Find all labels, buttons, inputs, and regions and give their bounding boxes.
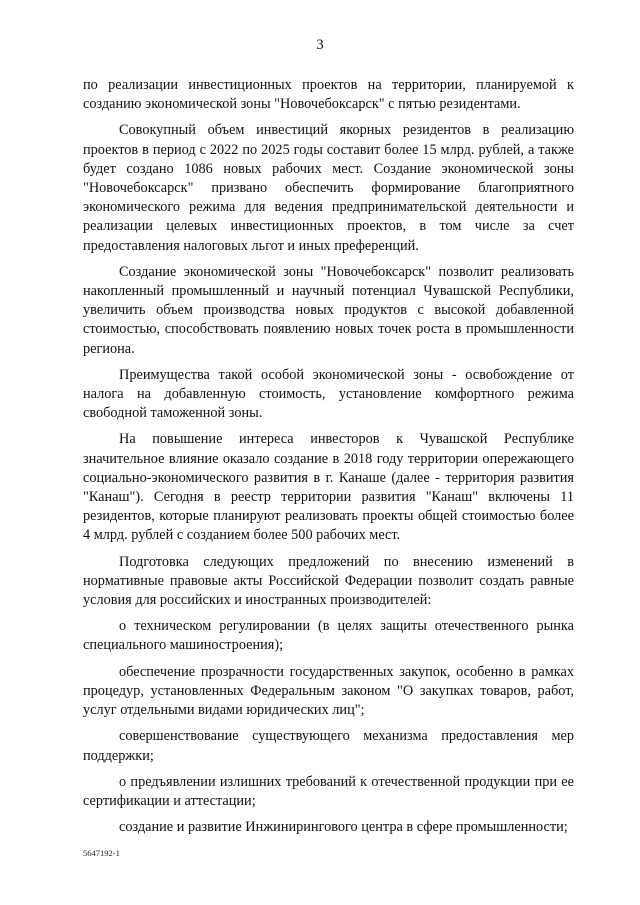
paragraph-kanash-territory: На повышение интереса инвесторов к Чувашской Республике значительное влияние оказало создание в 2018 году территории опережающего социально-экономического развития в г. Канаше (далее - территория развития "Канаш"). Сегодня в реестр территории развития "Канаш" включены 11 резидентов, которые планируют реализовать проекты общей стоимостью более 4 млрд. рублей с созданием более 500 рабочих мест. [83,431,574,544]
page-number: 3 [316,37,324,53]
paragraph-continuation: по реализации инвестиционных проектов на территории, планируемой к созданию экономической зоны "Новочебоксарск" с пятью резидентами. [83,77,574,113]
paragraph-zone-potential: Создание экономической зоны "Новочебоксарск" позволит реализовать накопленный промышленный и научный потенциал Чувашской Республики, увеличить объем производства новых продуктов с высокой добавленной стоимостью, способствовать появлению новых точек роста в промышленности региона. [83,263,574,357]
list-item-technical-regulation: о техническом регулировании (в целях защиты отечественного рынка специального машиностроения); [83,618,574,654]
list-item-procurement-transparency: обеспечение прозрачности государственных закупок, особенно в рамках процедур, установленных Федеральным законом "О закупках товаров, работ, услуг отдельными видами юридических лиц"; [83,663,574,719]
list-item-engineering-center: создание и развитие Инжинирингового центра в сфере промышленности; [119,819,568,836]
document-body [83,76,574,844]
document-code: 5647192-1 [83,848,120,858]
paragraph-legal-proposals: Подготовка следующих предложений по внесению изменений в нормативные правовые акты Российской Федерации позволит создать равные условия для российских и иностранных производителей: [83,553,574,609]
paragraph-zone-advantages: Преимущества такой особой экономической зоны - освобождение от налога на добавленную стоимость, установление комфортного режима свободной таможенной зоны. [83,366,574,422]
list-item-support-measures: совершенствование существующего механизма предоставления мер поддержки; [83,728,574,764]
list-item-certification-requirements: о предъявлении излишних требований к отечественной продукции при ее сертификации и аттестации; [83,773,574,809]
paragraph-investment-volume: Совокупный объем инвестиций якорных резидентов в реализацию проектов в период с 2022 по 2025 годы составит более 15 млрд. рублей, а также будет создано 1086 новых рабочих мест. Создание экономической зоны "Новочебоксарск" призвано обеспечить формирование благоприятного экономического режима для ведения предпринимательской деятельности и реализации целевых инвестиционных проектов, в том числе за счет предоставления налоговых льгот и иных преференций. [83,122,574,254]
